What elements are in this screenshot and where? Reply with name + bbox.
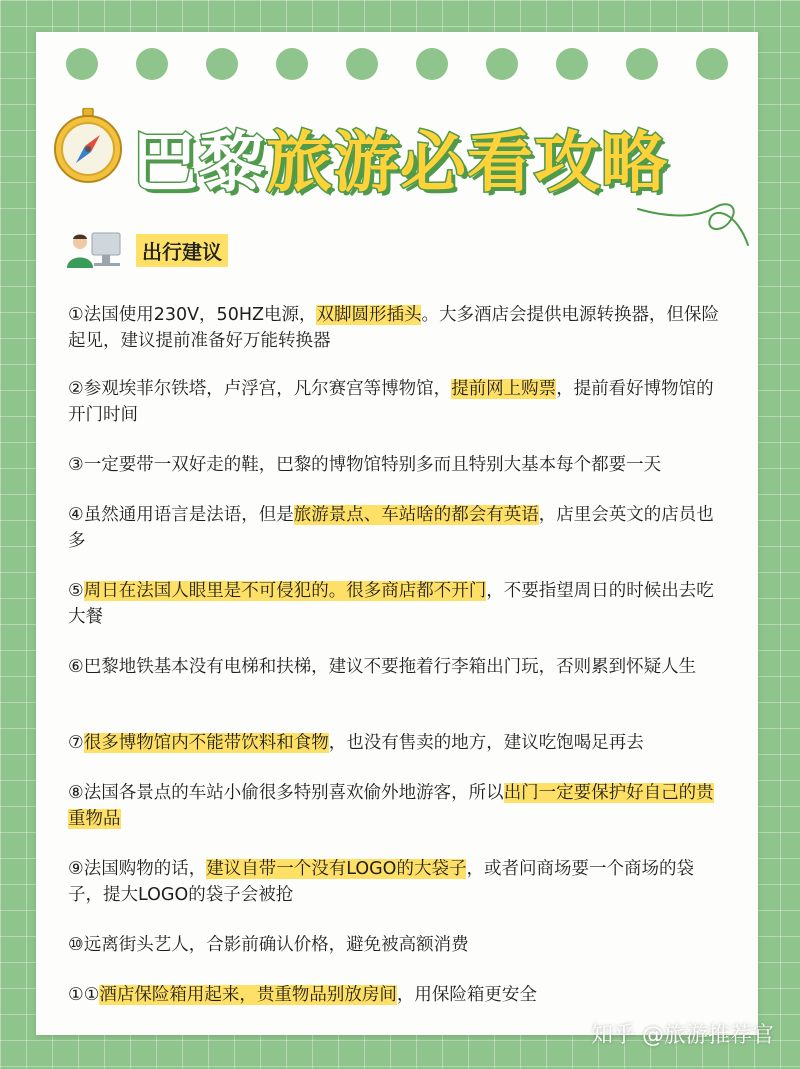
binder-hole bbox=[206, 48, 238, 80]
list-item: ②参观埃菲尔铁塔，卢浮宫，凡尔赛宫等博物馆，提前网上购票，提前看好博物馆的开门时间 bbox=[68, 378, 714, 425]
list-item: ⑧法国各景点的车站小偷很多特别喜欢偷外地游客，所以出门一定要保护好自己的贵重物品 bbox=[68, 782, 714, 829]
list-item: ③一定要带一双好走的鞋，巴黎的博物馆特别多而且特别大基本每个都要一天 bbox=[68, 454, 662, 475]
list-item: ①①酒店保险箱用起来，贵重物品别放房间，用保险箱更安全 bbox=[68, 984, 537, 1005]
binder-hole bbox=[696, 48, 728, 80]
list-item: ①法国使用230V，50HZ电源，双脚圆形插头。大多酒店会提供电源转换器，但保险起见，建议提前准备好万能转换器 bbox=[68, 304, 719, 351]
watermark: 知乎 @旅游推荐官 bbox=[591, 1023, 774, 1048]
list-item: ④虽然通用语言是法语，但是旅游景点、车站啥的都会有英语，店里会英文的店员也多 bbox=[68, 504, 714, 551]
note-paper bbox=[36, 32, 758, 1035]
binder-hole bbox=[486, 48, 518, 80]
binder-hole bbox=[136, 48, 168, 80]
binder-hole bbox=[346, 48, 378, 80]
decorative-curl-icon bbox=[636, 197, 756, 257]
list-item: ⑨法国购物的话，建议自带一个没有LOGO的大袋子，或者问商场要一个商场的袋子，提大LOGO的袋子会被抢 bbox=[68, 858, 694, 905]
page-title bbox=[132, 106, 668, 206]
title-part-1: 巴黎 bbox=[132, 123, 266, 201]
binder-hole bbox=[276, 48, 308, 80]
binder-hole bbox=[626, 48, 658, 80]
list-item: ⑦很多博物馆内不能带饮料和食物，也没有售卖的地方，建议吃饱喝足再去 bbox=[68, 732, 644, 753]
compass-icon bbox=[50, 108, 126, 184]
title-part-2: 旅游必看攻略 bbox=[266, 123, 668, 201]
list-item: ⑥巴黎地铁基本没有电梯和扶梯，建议不要拖着行李箱出门玩，否则累到怀疑人生 bbox=[68, 656, 697, 677]
binder-hole bbox=[556, 48, 588, 80]
binder-holes bbox=[66, 48, 728, 82]
list-item: ⑤周日在法国人眼里是不可侵犯的。很多商店都不开门，不要指望周日的时候出去吃大餐 bbox=[68, 580, 714, 627]
section-label: 出行建议 bbox=[136, 234, 228, 267]
list-item: ⑩远离街头艺人，合影前确认价格，避免被高额消费 bbox=[68, 934, 469, 955]
person-at-computer-icon bbox=[64, 230, 124, 270]
binder-hole bbox=[416, 48, 448, 80]
section-header bbox=[64, 230, 228, 270]
binder-hole bbox=[66, 48, 98, 80]
